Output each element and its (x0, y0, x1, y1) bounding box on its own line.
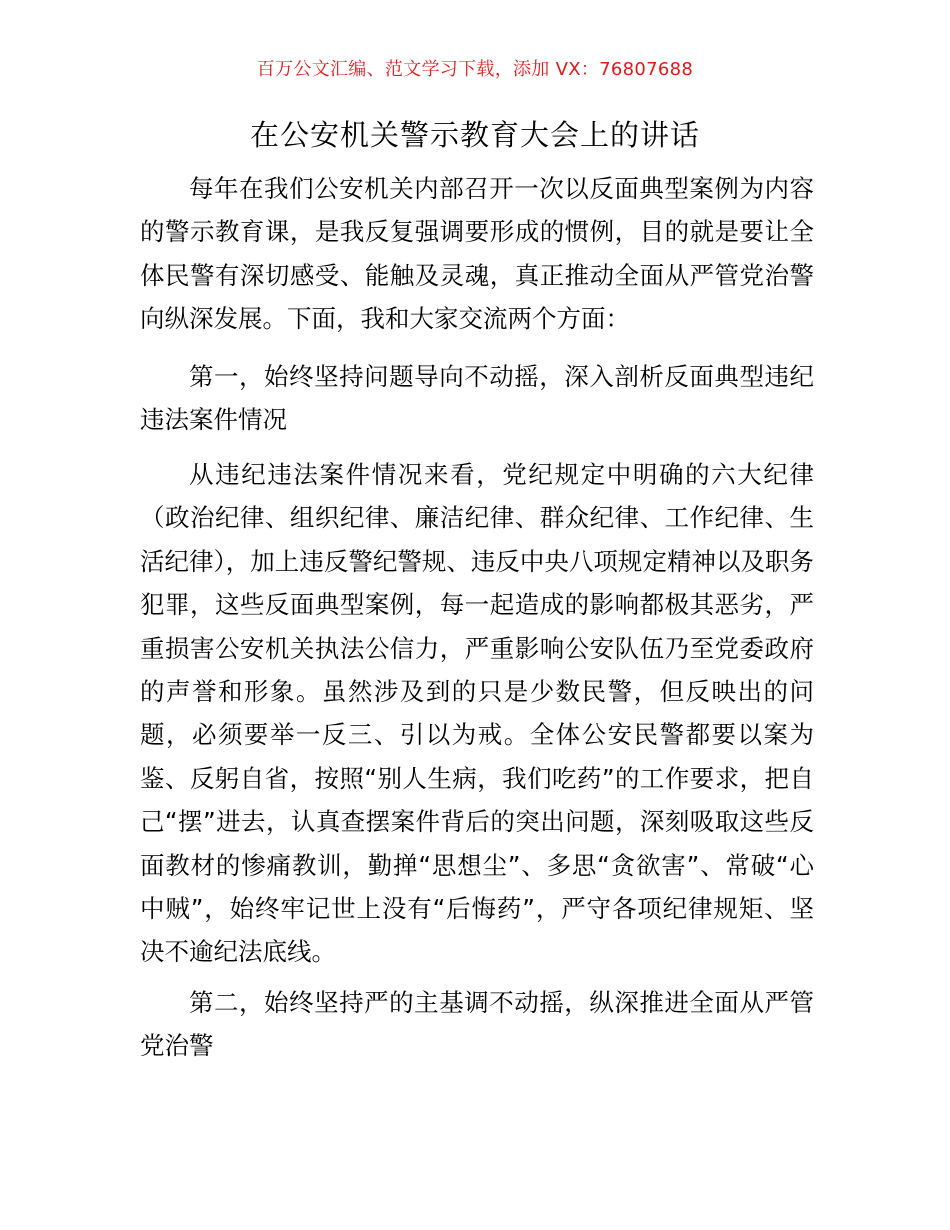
section-heading-one: 第一，始终坚持问题导向不动摇，深入剖析反面典型违纪违法案件情况 (140, 362, 814, 435)
paragraph-intro: 每年在我们公安机关内部召开一次以反面典型案例为内容的警示教育课，是我反复强调要形成的惯例，目的就是要让全体民警有深切感受、能触及灵魂，真正推动全面从严管党治警向纵深发展。下面，我和大家交流两个方面： (140, 174, 814, 334)
page-title: 在公安机关警示教育大会上的讲话 (249, 118, 700, 152)
section-heading-two: 第二，始终坚持严的主基调不动摇，纵深推进全面从严管党治警 (140, 988, 814, 1061)
paragraph-case-analysis: 从违纪违法案件情况来看，党纪规定中明确的六大纪律（政治纪律、组织纪律、廉洁纪律、群众纪律、工作纪律、生活纪律），加上违反警纪警规、违反中央八项规定精神以及职务犯罪，这些反面典型案例，每一起造成的影响都极其恶劣，严重损害公安机关执法公信力，严重影响公安队伍乃至党委政府的声誉和形象。虽然涉及到的只是少数民警，但反映出的问题，必须要举一反三、引以为戒。全体公安民警都要以案为鉴、反躬自省，按照“别人生病，我们吃药”的工作要求，把自己“摆”进去，认真查摆案件背后的突出问题，深刻吸取这些反面教材的惨痛教训，勤掸“思想尘”、多思“贪欲害”、常破“心中贼”，始终牢记世上没有“后悔药”，严守各项纪律规矩、坚决不逾纪法底线。 (140, 460, 814, 967)
watermark-header: 百万公文汇编、范文学习下载，添加 VX：76807688 (256, 59, 694, 80)
